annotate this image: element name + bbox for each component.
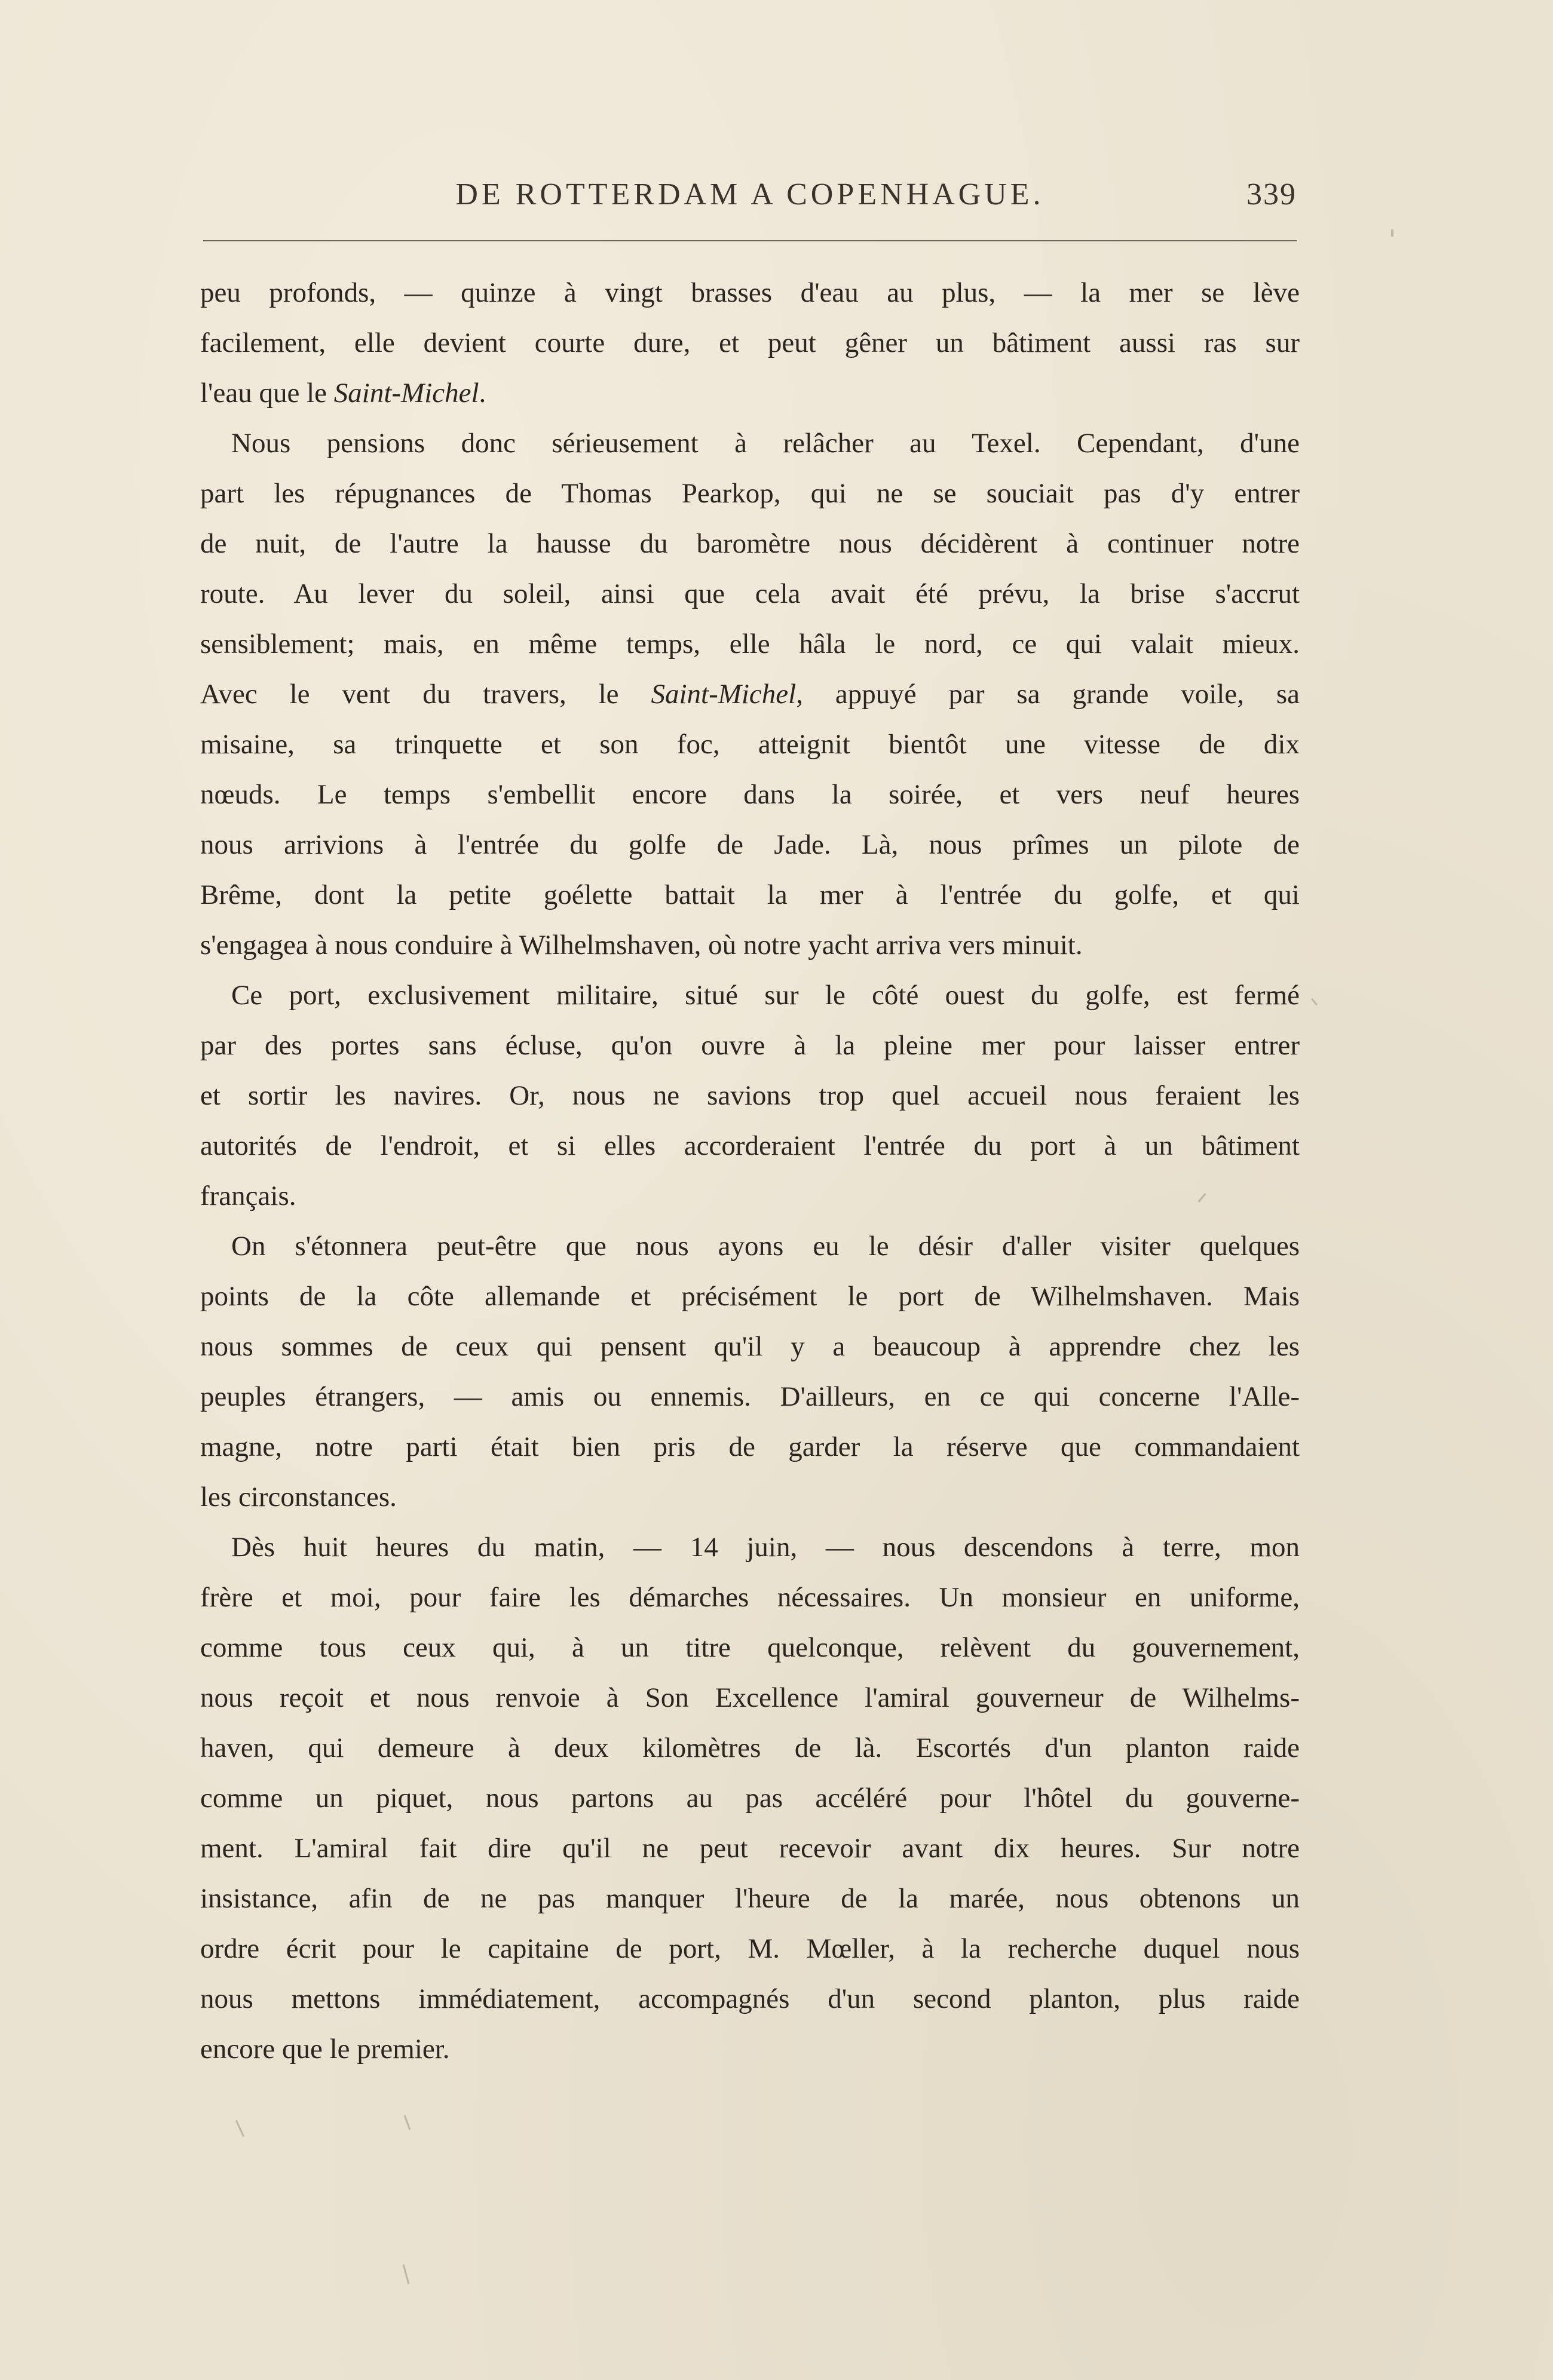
text-line: français. xyxy=(200,1180,296,1212)
text-line: nœuds. Le temps s'embellit encore dans la soirée, et vers neuf heures xyxy=(200,779,1300,810)
text-line: Brême, dont la petite goélette battait la mer à l'entrée du golfe, et qui xyxy=(200,879,1300,910)
text-line: insistance, afin de ne pas manquer l'heure de la marée, nous obtenons un xyxy=(200,1883,1300,1914)
text-line: peu profonds, — quinze à vingt brasses d'eau au plus, — la mer se lève xyxy=(200,277,1300,308)
header-rule xyxy=(203,240,1297,241)
paper-speck xyxy=(404,2115,411,2130)
paragraph xyxy=(200,418,1300,970)
text-line: par des portes sans écluse, qu'on ouvre à la pleine mer pour laisser entrer xyxy=(200,1030,1300,1061)
text-line: nous reçoit et nous renvoie à Son Excellence l'amiral gouverneur de Wilhelms- xyxy=(200,1682,1300,1713)
text-line: sensiblement; mais, en même temps, elle hâla le nord, ce qui valait mieux. xyxy=(200,628,1300,660)
paper-speck xyxy=(1311,998,1318,1006)
paper-speck xyxy=(403,2264,410,2284)
text-fragment: l'eau que le xyxy=(200,378,334,409)
text-line: et sortir les navires. Or, nous ne savions trop quel accueil nous feraient les xyxy=(200,1080,1300,1111)
running-head xyxy=(203,177,1297,225)
text-line xyxy=(200,669,1300,719)
text-fragment: Avec le vent du travers, le xyxy=(200,679,651,710)
text-line: ordre écrit pour le capitaine de port, M. Mœller, à la recherche duquel nous xyxy=(200,1933,1300,1964)
running-title: DE ROTTERDAM A COPENHAGUE. xyxy=(455,177,1044,211)
text-line: frère et moi, pour faire les démarches nécessaires. Un monsieur en uniforme, xyxy=(200,1582,1300,1613)
paragraph xyxy=(200,970,1300,1221)
text-line: On s'étonnera peut-être que nous ayons eu le désir d'aller visiter quelques xyxy=(231,1231,1300,1262)
text-line: de nuit, de l'autre la hausse du baromètre nous décidèrent à continuer notre xyxy=(200,528,1300,559)
text-line: comme tous ceux qui, à un titre quelconque, relèvent du gouvernement, xyxy=(200,1632,1300,1663)
text-line: misaine, sa trinquette et son foc, atteignit bientôt une vitesse de dix xyxy=(200,729,1300,760)
text-line: Nous pensions donc sérieusement à relâcher au Texel. Cependant, d'une xyxy=(231,428,1300,459)
text-line: Ce port, exclusivement militaire, situé sur le côté ouest du golfe, est fermé xyxy=(231,980,1300,1011)
paragraph xyxy=(200,1522,1300,2074)
text-line: part les répugnances de Thomas Pearkop, qui ne se souciait pas d'y entrer xyxy=(200,478,1300,509)
text-line xyxy=(200,368,1300,418)
text-line: nous sommes de ceux qui pensent qu'il y a beaucoup à apprendre chez les xyxy=(200,1331,1300,1362)
paper-speck xyxy=(235,2120,244,2137)
page-number: 339 xyxy=(1246,177,1297,211)
text-line: magne, notre parti était bien pris de garder la réserve que commandaient xyxy=(200,1431,1300,1462)
text-line: ment. L'amiral fait dire qu'il ne peut recevoir avant dix heures. Sur notre xyxy=(200,1833,1300,1864)
text-line: Dès huit heures du matin, — 14 juin, — nous descendons à terre, mon xyxy=(231,1532,1300,1563)
text-fragment: . xyxy=(479,378,486,409)
text-line: comme un piquet, nous partons au pas accéléré pour l'hôtel du gouverne- xyxy=(200,1783,1300,1814)
text-line: nous arrivions à l'entrée du golfe de Jade. Là, nous prîmes un pilote de xyxy=(200,829,1300,860)
text-line: encore que le premier. xyxy=(200,2034,450,2065)
text-line: les circonstances. xyxy=(200,1482,397,1513)
ship-name: Saint-Michel xyxy=(651,679,797,710)
paragraph xyxy=(200,1221,1300,1522)
text-line: route. Au lever du soleil, ainsi que cela avait été prévu, la brise s'accrut xyxy=(200,578,1300,609)
text-line: nous mettons immédiatement, accompagnés d'un second planton, plus raide xyxy=(200,1983,1300,2014)
body-text xyxy=(200,268,1300,2074)
text-line: peuples étrangers, — amis ou ennemis. D'ailleurs, en ce qui concerne l'Alle- xyxy=(200,1381,1300,1412)
text-line: s'engagea à nous conduire à Wilhelmshaven, où notre yacht arriva vers minuit. xyxy=(200,930,1083,961)
text-line: facilement, elle devient courte dure, et peut gêner un bâtiment aussi ras sur xyxy=(200,327,1300,358)
paper-speck xyxy=(1391,229,1393,237)
text-fragment: , appuyé par sa grande voile, sa xyxy=(796,679,1300,710)
text-line: points de la côte allemande et précisément le port de Wilhelmshaven. Mais xyxy=(200,1281,1300,1312)
text-line: haven, qui demeure à deux kilomètres de là. Escortés d'un planton raide xyxy=(200,1732,1300,1763)
text-line: autorités de l'endroit, et si elles accorderaient l'entrée du port à un bâtiment xyxy=(200,1130,1300,1161)
paragraph xyxy=(200,268,1300,418)
ship-name: Saint-Michel xyxy=(333,378,479,409)
